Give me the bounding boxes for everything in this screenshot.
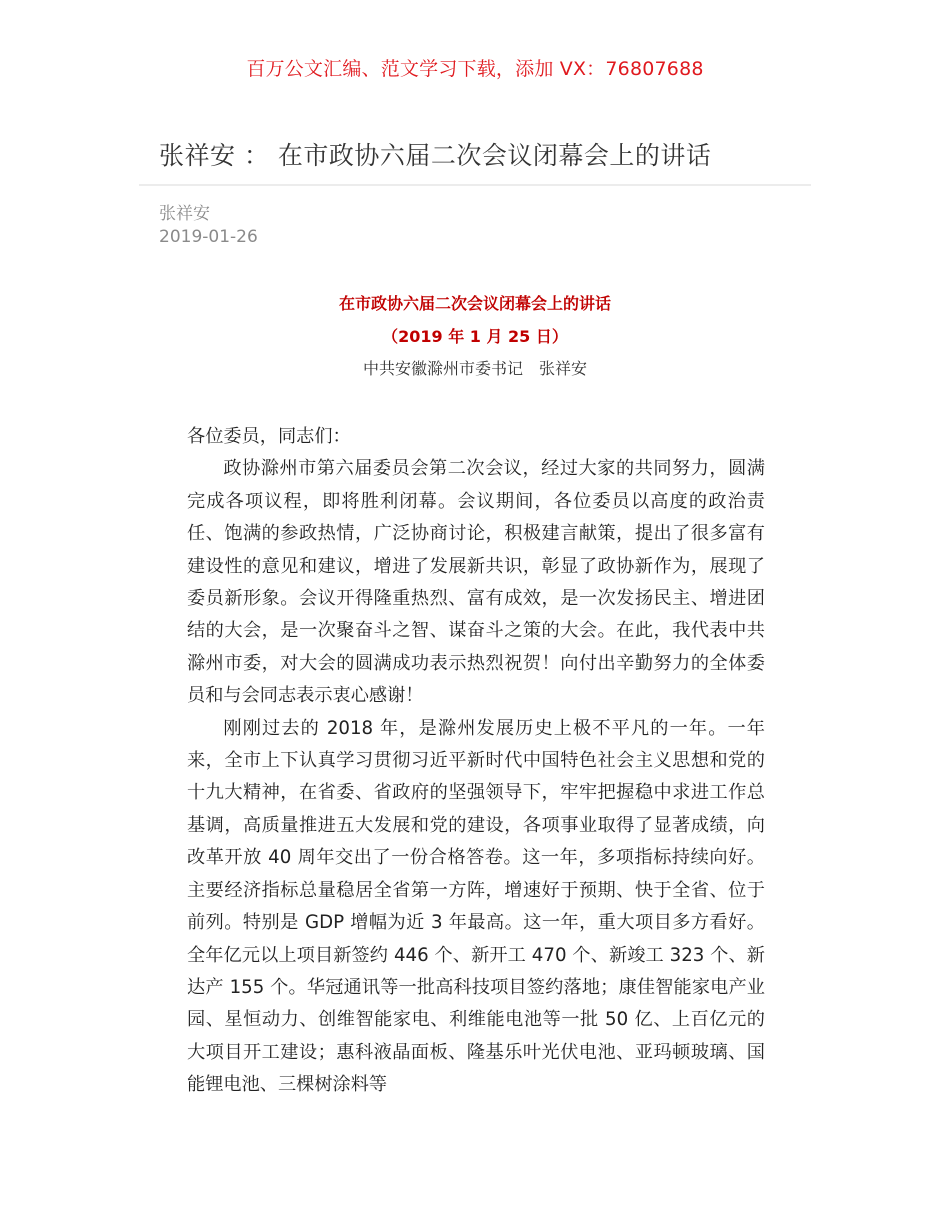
header-divider xyxy=(139,184,811,186)
salutation: 各位委员，同志们： xyxy=(187,426,351,447)
document-body xyxy=(187,421,765,1102)
document-date: （2019 年 1 月 25 日） xyxy=(382,327,568,346)
speaker-name: 张祥安 xyxy=(539,359,588,378)
watermark-banner: 百万公文汇编、范文学习下载，添加 VX：76807688 xyxy=(246,58,704,80)
article-author: 张祥安 xyxy=(159,204,210,224)
article-meta xyxy=(159,203,258,249)
speaker-role: 中共安徽滁州市委书记 xyxy=(362,359,523,378)
body-paragraph: 政协滁州市第六届委员会第二次会议，经过大家的共同努力，圆满完成各项议程，即将胜利闭幕。会议期间，各位委员以高度的政治责任、饱满的参政热情，广泛协商讨论，积极建言献策，提出了很多富有建设性的意见和建议，增进了发展新共识，彰显了政协新作为，展现了委员新形象。会议开得隆重热烈、富有成效，是一次发扬民主、增进团结的大会，是一次聚奋斗之智、谋奋斗之策的大会。在此，我代表中共滁州市委，对大会的圆满成功表示热烈祝贺！向付出辛勤努力的全体委员和与会同志表示衷心感谢！ xyxy=(187,458,765,707)
body-paragraph: 刚刚过去的 2018 年，是滁州发展历史上极不平凡的一年。一年来，全市上下认真学习贯彻习近平新时代中国特色社会主义思想和党的十九大精神，在省委、省政府的坚强领导下，牢牢把握稳中求进工作总基调，高质量推进五大发展和党的建设，各项事业取得了显著成绩，向改革开放 40 周年交出了一份合格答卷。这一年，多项指标持续向好。主要经济指标总量稳居全省第一方阵，增速好于预期、快于全省、位于前列。特别是 GDP 增幅为近 3 年最高。这一年，重大项目多方看好。全年亿元以上项目新签约 446 个、新开工 470 个、新竣工 323 个、新达产 155 个。华冠通讯等一批高科技项目签约落地；康佳智能家电产业园、星恒动力、创维智能家电、利维能电池等一批 50 亿、上百亿元的大项目开工建设；惠科液晶面板、隆基乐叶光伏电池、亚玛顿玻璃、国能锂电池、三棵树涂料等 xyxy=(187,717,765,1096)
article-title: 张祥安 ： 在市政协六届二次会议闭幕会上的讲话 xyxy=(159,141,712,170)
article-date: 2019-01-26 xyxy=(159,227,258,247)
article-header xyxy=(139,138,811,174)
document-title: 在市政协六届二次会议闭幕会上的讲话 xyxy=(338,294,611,313)
document-speaker xyxy=(0,357,950,381)
